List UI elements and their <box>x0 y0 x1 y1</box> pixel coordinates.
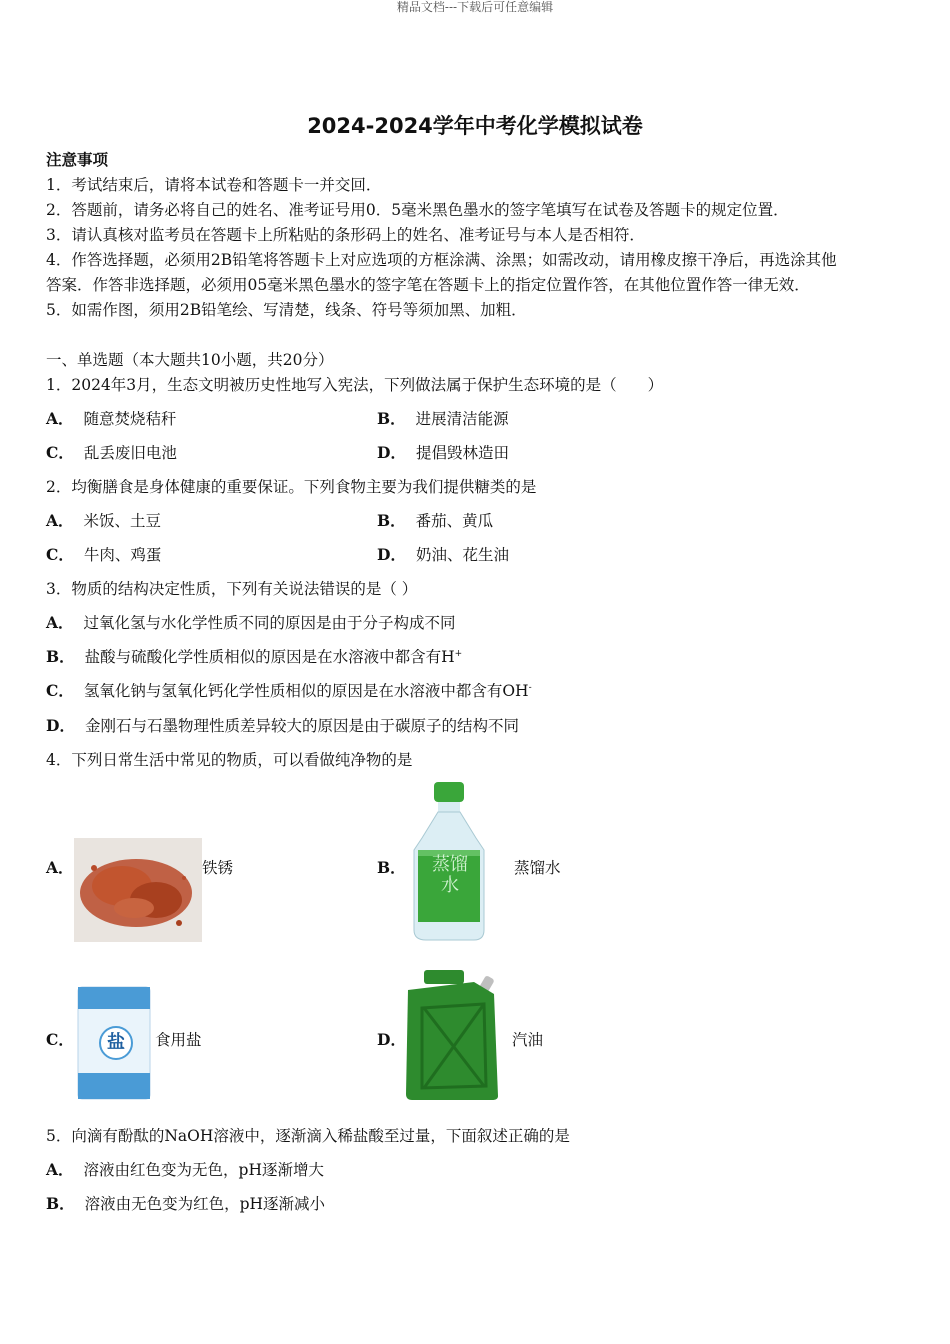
q1-option-b: B． 进展清洁能源 <box>377 409 509 428</box>
q5-stem: 5．向滴有酚酞的NaOH溶液中，逐渐滴入稀盐酸至过量，下面叙述正确的是 <box>46 1127 570 1145</box>
notice-item-2: 2．答题前，请务必将自己的姓名、准考证号用0．5毫米黑色墨水的签字笔填写在试卷及答题卡的规定位置． <box>46 201 789 219</box>
q4-option-b-label: 蒸馏水 <box>514 859 561 877</box>
notice-item-1: 1．考试结束后，请将本试卷和答题卡一并交回． <box>46 176 382 194</box>
q1-stem: 1．2024年3月，生态文明被历史性地写入宪法，下列做法属于保护生态环境的是（ ） <box>46 376 664 394</box>
q2-option-c: C． 牛肉、鸡蛋 <box>46 545 162 564</box>
q3-option-d: D． 金刚石与石墨物理性质差异较大的原因是由于碳原子的结构不同 <box>46 716 519 735</box>
notice-item-3: 3．请认真核对监考员在答题卡上所粘贴的条形码上的姓名、准考证号与本人是否相符． <box>46 226 645 244</box>
q3-option-b: B． 盐酸与硫酸化学性质相似的原因是在水溶液中都含有H+ <box>46 647 463 666</box>
header-note: 精品文档---下载后可任意编辑 <box>396 0 554 14</box>
salt-bag-text: 盐 <box>107 1032 125 1053</box>
page-title: 2024-2024学年中考化学模拟试卷 <box>307 114 643 138</box>
q4-option-a-label: 铁锈 <box>202 859 234 877</box>
q4-option-d-key: D． <box>377 1030 406 1049</box>
q2-option-d: D． 奶油、花生油 <box>377 545 509 564</box>
bottle-label-text: 蒸馏水 <box>432 854 468 896</box>
q3-stem: 3．物质的结构决定性质，下列有关说法错误的是（ ） <box>46 580 418 598</box>
q3-option-c: C． 氢氧化钠与氢氧化钙化学性质相似的原因是在水溶液中都含有OH- <box>46 681 532 700</box>
rust-image <box>74 838 202 942</box>
gas-can-image <box>404 968 502 1102</box>
notice-heading: 注意事项 <box>46 150 109 169</box>
q2-option-a: A． 米饭、土豆 <box>46 511 162 530</box>
notice-item-4: 4．作答选择题，必须用2B铅笔将答题卡上对应选项的方框涂满、涂黑；如需改动，请用橡皮擦干净后，再选涂其他 <box>46 251 837 269</box>
q1-option-c: C． 乱丢废旧电池 <box>46 443 177 462</box>
q2-stem: 2．均衡膳食是身体健康的重要保证。下列食物主要为我们提供糖类的是 <box>46 478 537 496</box>
q5-option-b: B． 溶液由无色变为红色，pH逐渐减小 <box>46 1194 326 1213</box>
q4-option-a-key: A． <box>46 858 74 877</box>
q1-option-d: D． 提倡毁林造田 <box>377 443 509 462</box>
q2-option-b: B． 番茄、黄瓜 <box>377 511 494 530</box>
q4-stem: 4．下列日常生活中常见的物质，可以看做纯净物的是 <box>46 751 413 769</box>
q1-option-a: A． 随意焚烧秸秆 <box>46 409 177 428</box>
section-heading: 一、单选题（本大题共10小题，共20分） <box>46 351 334 369</box>
q3-option-a: A． 过氧化氢与水化学性质不同的原因是由于分子构成不同 <box>46 613 456 632</box>
q5-option-a: A． 溶液由红色变为无色，pH逐渐增大 <box>46 1160 324 1179</box>
q4-option-d-label: 汽油 <box>512 1031 544 1049</box>
water-bottle-image <box>404 780 494 944</box>
notice-item-5: 5．如需作图，须用2B铅笔绘、写清楚，线条、符号等须加黑、加粗． <box>46 301 527 319</box>
q4-option-c-label: 食用盐 <box>155 1031 202 1049</box>
q4-option-b-key: B． <box>377 858 406 877</box>
salt-bag-image <box>76 985 152 1101</box>
notice-item-4-cont: 答案．作答非选择题，必须用05毫米黑色墨水的签字笔在答题卡上的指定位置作答，在其他位置作答一律无效． <box>46 276 810 294</box>
q4-option-c-key: C． <box>46 1030 74 1049</box>
